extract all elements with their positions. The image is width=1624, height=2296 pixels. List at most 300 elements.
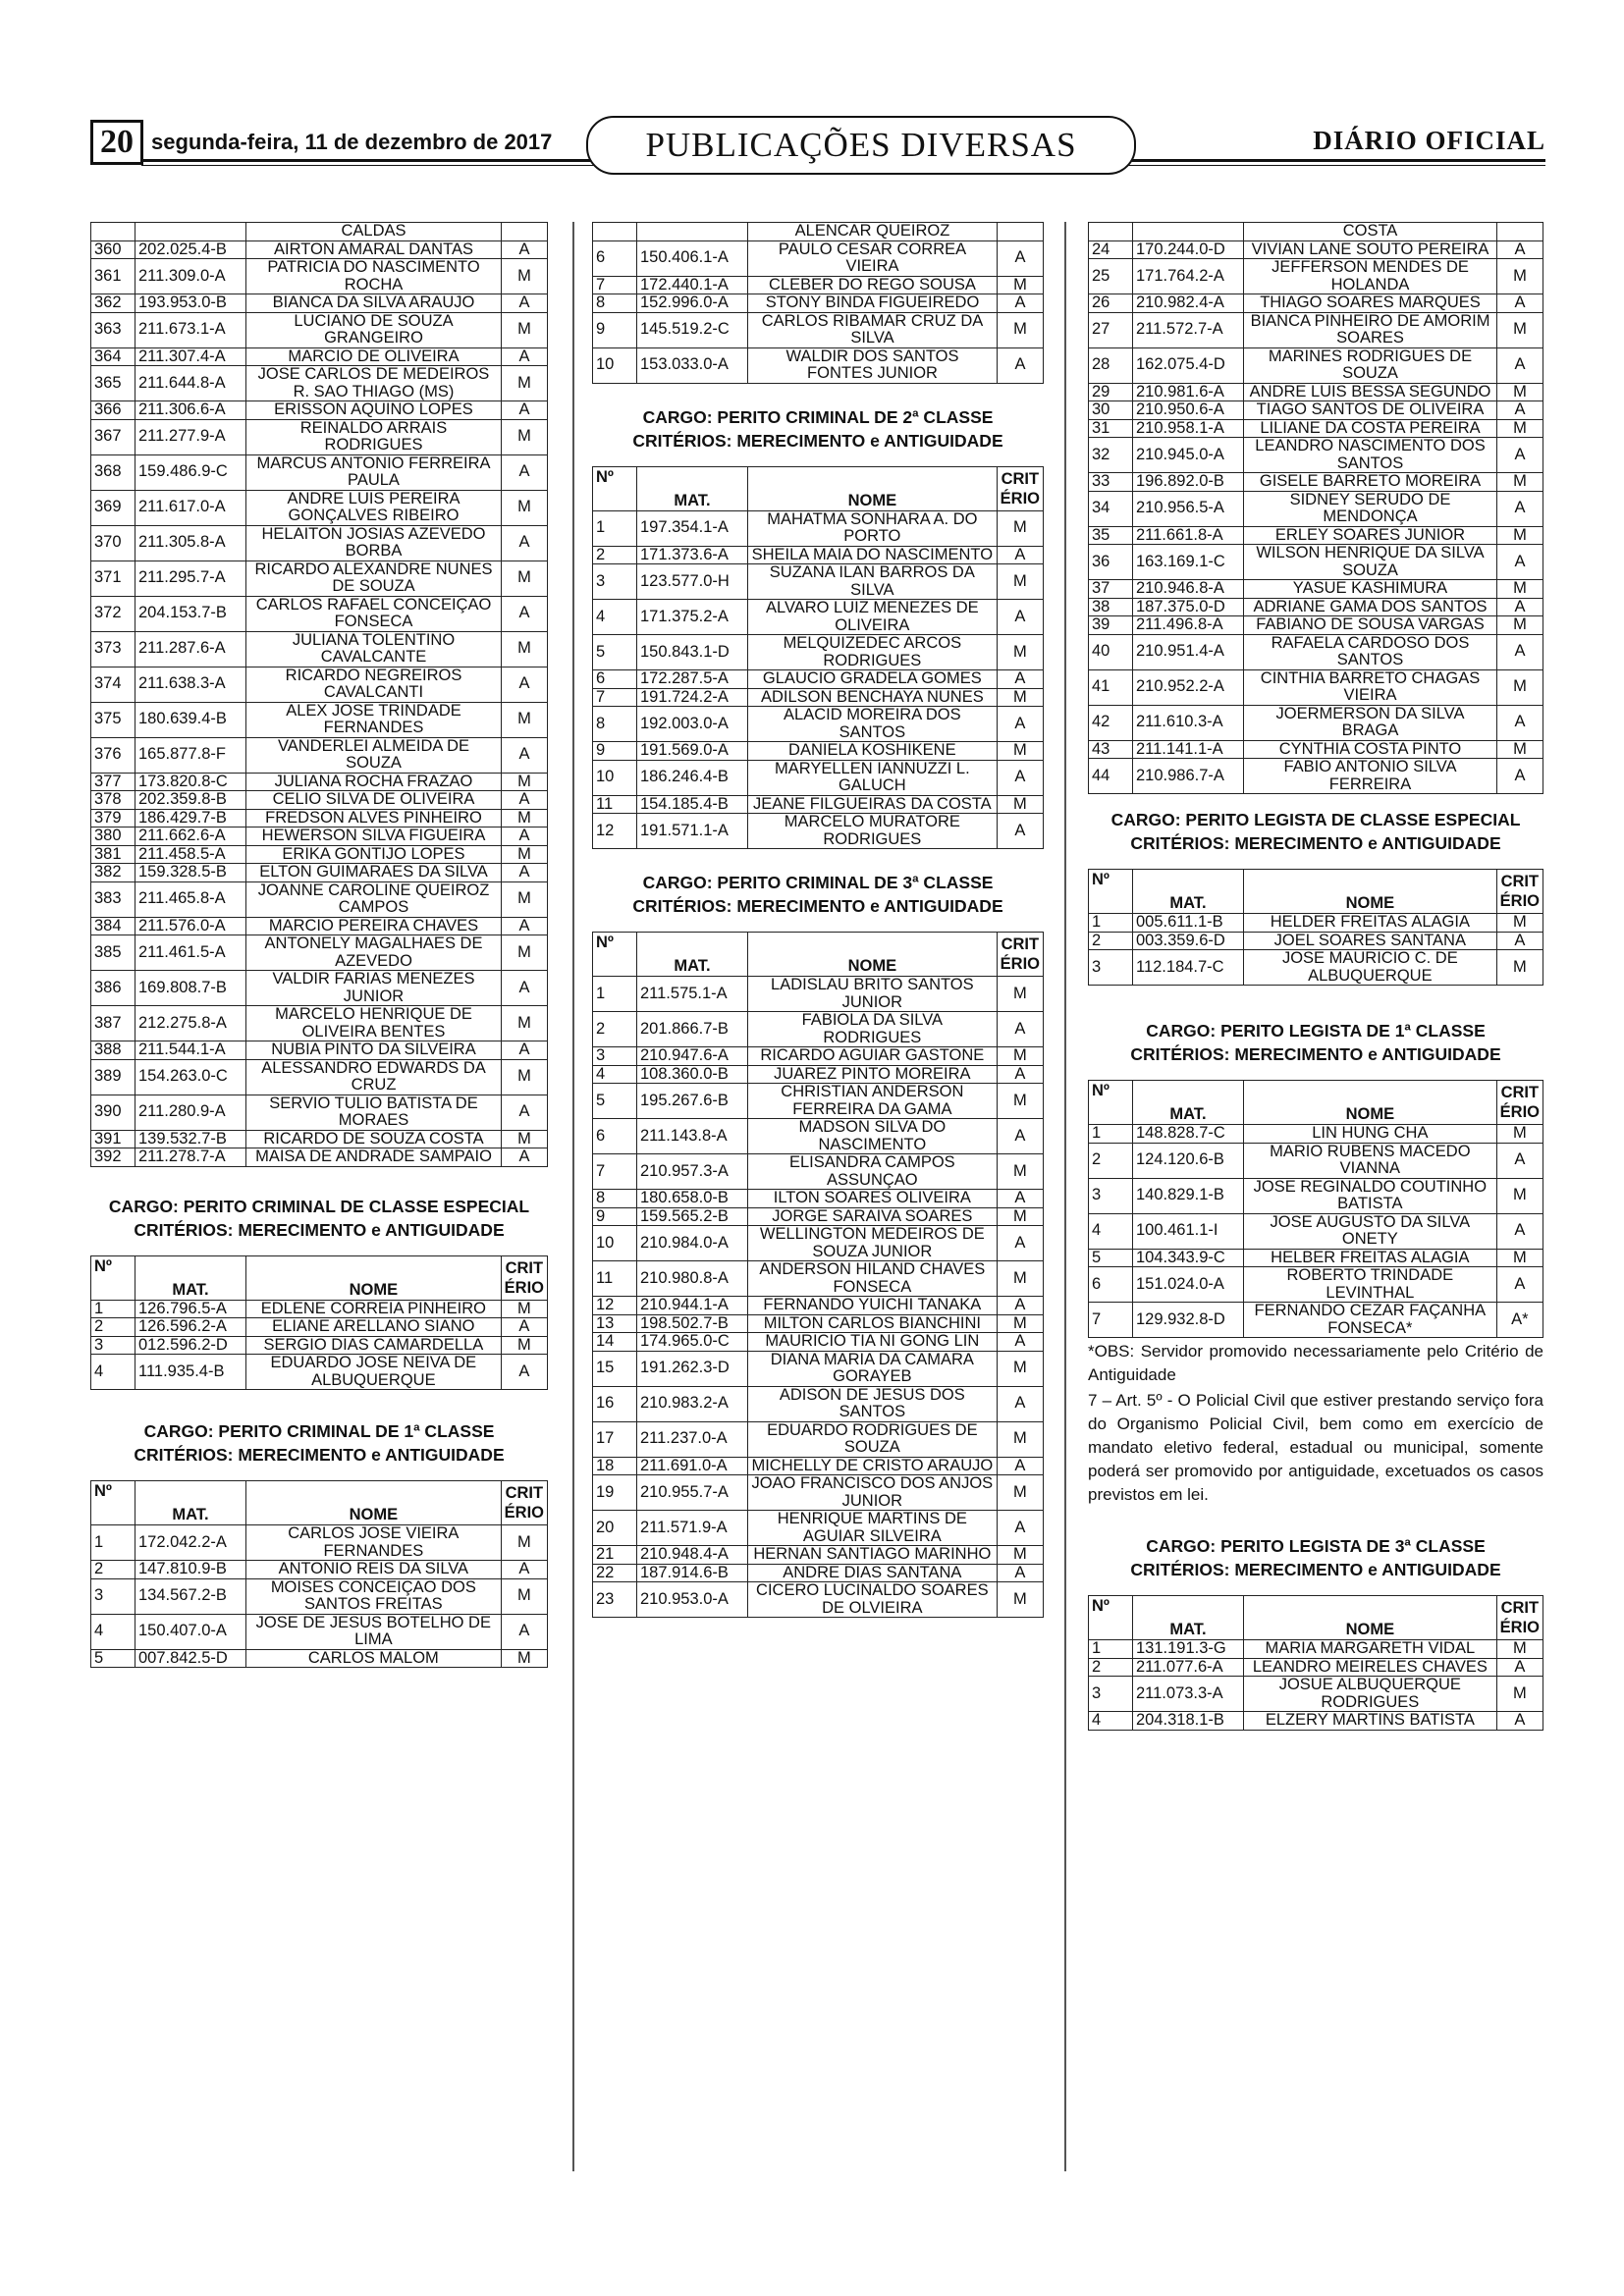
table-row bbox=[91, 294, 548, 313]
registration-number: 204.153.7-B bbox=[135, 596, 246, 631]
cargo-title: CARGO: PERITO LEGISTA DE 1ª CLASSE bbox=[1146, 1021, 1486, 1041]
row-number: 29 bbox=[1089, 383, 1133, 401]
table-row bbox=[593, 1314, 1044, 1333]
registration-number: 126.596.2-A bbox=[135, 1318, 246, 1337]
employee-name: LEANDRO MEIRELES CHAVES bbox=[1244, 1658, 1497, 1677]
registration-number: 163.169.1-C bbox=[1133, 545, 1244, 580]
table-header-row bbox=[593, 933, 1044, 977]
employee-name: MICHELLY DE CRISTO ARAUJO bbox=[748, 1457, 998, 1475]
criterion bbox=[998, 223, 1044, 241]
employee-name: JUAREZ PINTO MOREIRA bbox=[748, 1065, 998, 1084]
registration-number: 210.957.3-A bbox=[637, 1154, 748, 1190]
table-row bbox=[91, 561, 548, 596]
table-row bbox=[91, 828, 548, 846]
criterion: M bbox=[502, 702, 548, 737]
publication-date: segunda-feira, 11 de dezembro de 2017 bbox=[151, 130, 553, 154]
cargo-criteria: CRITÉRIOS: MERECIMENTO e ANTIGUIDADE bbox=[632, 430, 1003, 451]
employee-name: RICARDO AGUIAR GASTONE bbox=[748, 1047, 998, 1066]
row-number: 38 bbox=[1089, 598, 1133, 616]
criterion: A bbox=[502, 667, 548, 702]
employee-name: ERISSON AQUINO LOPES bbox=[246, 401, 502, 420]
registration-number bbox=[1133, 223, 1244, 241]
row-number: 360 bbox=[91, 240, 135, 259]
row-number: 2 bbox=[593, 1012, 637, 1047]
row-number: 7 bbox=[1089, 1303, 1133, 1338]
registration-number: 187.375.0-D bbox=[1133, 598, 1244, 616]
criterion: A bbox=[1497, 401, 1543, 420]
employee-name: JOSE AUGUSTO DA SILVA ONETY bbox=[1244, 1213, 1497, 1249]
row-number: 10 bbox=[593, 760, 637, 795]
criterion: A bbox=[1497, 705, 1543, 740]
employee-name: CHRISTIAN ANDERSON FERREIRA DA GAMA bbox=[748, 1084, 998, 1119]
employee-name: ERIKA GONTIJO LOPES bbox=[246, 845, 502, 864]
column-header-mat: MAT. bbox=[1133, 870, 1244, 914]
registration-number: 202.025.4-B bbox=[135, 240, 246, 259]
row-number: 23 bbox=[593, 1582, 637, 1618]
criterion: M bbox=[1497, 669, 1543, 705]
promotion-table bbox=[1088, 1080, 1543, 1338]
column-header-nome: NOME bbox=[1244, 1596, 1497, 1640]
table-row bbox=[1089, 598, 1543, 616]
employee-name: RAFAELA CARDOSO DOS SANTOS bbox=[1244, 634, 1497, 669]
column-header-nome: NOME bbox=[246, 1255, 502, 1300]
employee-name: YASUE KASHIMURA bbox=[1244, 580, 1497, 599]
table-row bbox=[593, 1564, 1044, 1582]
cargo-criteria: CRITÉRIOS: MERECIMENTO e ANTIGUIDADE bbox=[1130, 833, 1501, 853]
employee-name: TIAGO SANTOS DE OLIVEIRA bbox=[1244, 401, 1497, 420]
table-row bbox=[593, 1065, 1044, 1084]
criterion: A bbox=[1496, 1213, 1543, 1249]
employee-name: FREDSON ALVES PINHEIRO bbox=[246, 809, 502, 828]
column-header-nome: NOME bbox=[1244, 1081, 1497, 1125]
criterion: M bbox=[501, 1525, 547, 1561]
table-row bbox=[91, 596, 548, 631]
employee-name: FABIOLA DA SILVA RODRIGUES bbox=[748, 1012, 998, 1047]
employee-name: ELZERY MARTINS BATISTA bbox=[1244, 1712, 1497, 1731]
registration-number: 169.808.7-B bbox=[135, 971, 246, 1006]
registration-number: 171.764.2-A bbox=[1133, 259, 1244, 294]
registration-number: 210.956.5-A bbox=[1133, 491, 1244, 526]
employee-name: THIAGO SOARES MARQUES bbox=[1244, 294, 1497, 313]
registration-number: 210.948.4-A bbox=[637, 1546, 748, 1565]
criterion: A* bbox=[1496, 1303, 1543, 1338]
criterion: M bbox=[997, 1261, 1043, 1297]
employee-name: EDUARDO RODRIGUES DE SOUZA bbox=[748, 1421, 998, 1457]
table-row bbox=[91, 1095, 548, 1130]
registration-number: 192.003.0-A bbox=[637, 707, 748, 742]
registration-number: 198.502.7-B bbox=[637, 1314, 748, 1333]
registration-number: 124.120.6-B bbox=[1133, 1143, 1244, 1178]
registration-number: 150.407.0-A bbox=[135, 1614, 246, 1649]
registration-number bbox=[135, 223, 246, 241]
cargo-heading bbox=[1088, 1534, 1543, 1581]
registration-number: 211.691.0-A bbox=[637, 1457, 748, 1475]
row-number: 39 bbox=[1089, 616, 1133, 635]
row-number: 40 bbox=[1089, 634, 1133, 669]
row-number: 5 bbox=[1089, 1249, 1133, 1267]
row-number: 16 bbox=[593, 1386, 637, 1421]
column-header-crit: CRIT ÉRIO bbox=[501, 1255, 547, 1300]
employee-name: LEANDRO NASCIMENTO DOS SANTOS bbox=[1244, 438, 1497, 473]
criterion bbox=[1497, 223, 1543, 241]
row-number: 19 bbox=[593, 1475, 637, 1511]
table-row bbox=[91, 935, 548, 971]
row-number: 1 bbox=[1089, 1125, 1133, 1144]
criterion: M bbox=[997, 1421, 1043, 1457]
registration-number: 152.996.0-A bbox=[637, 294, 748, 313]
criterion: A bbox=[502, 1041, 548, 1060]
employee-name: MARCIO DE OLIVEIRA bbox=[246, 347, 502, 366]
row-number: 7 bbox=[593, 1154, 637, 1190]
employee-name: JEFFERSON MENDES DE HOLANDA bbox=[1244, 259, 1497, 294]
column-header-crit: CRIT ÉRIO bbox=[1496, 870, 1543, 914]
criterion: A bbox=[997, 546, 1043, 564]
row-number: 13 bbox=[593, 1314, 637, 1333]
registration-number: 210.944.1-A bbox=[637, 1297, 748, 1315]
employee-name: VIVIAN LANE SOUTO PEREIRA bbox=[1244, 240, 1497, 259]
row-number: 34 bbox=[1089, 491, 1133, 526]
criterion: M bbox=[997, 1154, 1043, 1190]
article-note: 7 – Art. 5º - O Policial Civil que estiver prestando serviço fora do Organismo Policial Civil, bem como em exercício de mandato eletivo federal, estadual ou municipal, somente poderá ser promovido por antiguidade, excetuados os casos previstos em lei. bbox=[1088, 1391, 1543, 1504]
row-number: 3 bbox=[593, 1047, 637, 1066]
cargo-criteria: CRITÉRIOS: MERECIMENTO e ANTIGUIDADE bbox=[134, 1445, 505, 1465]
row-number: 1 bbox=[593, 510, 637, 546]
criterion: A bbox=[1497, 759, 1543, 794]
registration-number: 210.951.4-A bbox=[1133, 634, 1244, 669]
row-number: 4 bbox=[593, 1065, 637, 1084]
registration-number: 211.143.8-A bbox=[637, 1119, 748, 1154]
criterion: A bbox=[997, 1511, 1043, 1546]
cargo-title: CARGO: PERITO LEGISTA DE CLASSE ESPECIAL bbox=[1110, 810, 1521, 829]
registration-number: 212.275.8-A bbox=[135, 1006, 246, 1041]
section-title: PUBLICAÇÕES DIVERSAS bbox=[586, 116, 1136, 175]
row-number: 30 bbox=[1089, 401, 1133, 420]
row-number: 3 bbox=[91, 1336, 135, 1355]
row-number: 42 bbox=[1089, 705, 1133, 740]
employee-name: FABIANO DE SOUSA VARGAS bbox=[1244, 616, 1497, 635]
promotion-table bbox=[1088, 869, 1543, 986]
employee-name: HEWERSON SILVA FIGUEIRA bbox=[246, 828, 502, 846]
promotion-table bbox=[90, 1480, 548, 1668]
cargo-criteria: CRITÉRIOS: MERECIMENTO e ANTIGUIDADE bbox=[632, 896, 1003, 916]
employee-name: CLEBER DO REGO SOUSA bbox=[748, 276, 998, 294]
criterion: A bbox=[502, 596, 548, 631]
registration-number: 210.986.7-A bbox=[1133, 759, 1244, 794]
registration-number: 007.842.5-D bbox=[135, 1649, 246, 1668]
row-number: 375 bbox=[91, 702, 135, 737]
employee-name: ALESSANDRO EDWARDS DA CRUZ bbox=[246, 1059, 502, 1095]
row-number: 366 bbox=[91, 401, 135, 420]
row-number: 22 bbox=[593, 1564, 637, 1582]
table-row bbox=[91, 1561, 548, 1579]
employee-name: WELLINGTON MEDEIROS DE SOUZA JUNIOR bbox=[748, 1226, 998, 1261]
registration-number: 211.237.0-A bbox=[637, 1421, 748, 1457]
employee-name: ANTONELY MAGALHAES DE AZEVEDO bbox=[246, 935, 502, 971]
row-number: 364 bbox=[91, 347, 135, 366]
employee-name: HERNAN SANTIAGO MARINHO bbox=[748, 1546, 998, 1565]
employee-name: SIDNEY SERUDO DE MENDONÇA bbox=[1244, 491, 1497, 526]
criterion: M bbox=[502, 631, 548, 667]
column-header-num: Nº bbox=[1089, 870, 1133, 914]
row-number: 8 bbox=[593, 1190, 637, 1208]
registration-number: 191.569.0-A bbox=[637, 742, 748, 761]
row-number: 20 bbox=[593, 1511, 637, 1546]
row-number: 9 bbox=[593, 312, 637, 347]
row-number: 377 bbox=[91, 773, 135, 791]
employee-name: BIANCA DA SILVA ARAUJO bbox=[246, 294, 502, 313]
criterion: A bbox=[501, 1614, 547, 1649]
table-row bbox=[1089, 1640, 1543, 1659]
cargo-heading bbox=[1088, 1019, 1543, 1066]
column-header-crit: CRIT ÉRIO bbox=[997, 933, 1043, 977]
employee-name: BIANCA PINHEIRO DE AMORIM SOARES bbox=[1244, 312, 1497, 347]
registration-number: 196.892.0-B bbox=[1133, 473, 1244, 492]
criterion: M bbox=[502, 1006, 548, 1041]
column-header-num: Nº bbox=[593, 466, 637, 510]
registration-number: 187.914.6-B bbox=[637, 1564, 748, 1582]
employee-name: DANIELA KOSHIKENE bbox=[748, 742, 998, 761]
table-row bbox=[91, 864, 548, 882]
table-header-row bbox=[1089, 1596, 1543, 1640]
table-row bbox=[1089, 580, 1543, 599]
table-row bbox=[91, 1130, 548, 1148]
criterion: A bbox=[997, 670, 1043, 689]
employee-name: EDUARDO JOSE NEIVA DE ALBUQUERQUE bbox=[246, 1355, 502, 1390]
row-number: 392 bbox=[91, 1148, 135, 1167]
employee-name: MARIO RUBENS MACEDO VIANNA bbox=[1244, 1143, 1497, 1178]
employee-name: ROBERTO TRINDADE LEVINTHAL bbox=[1244, 1267, 1497, 1303]
table-row bbox=[1089, 616, 1543, 635]
registration-number: 211.610.3-A bbox=[1133, 705, 1244, 740]
cargo-heading bbox=[90, 1195, 548, 1242]
row-number: 2 bbox=[91, 1561, 135, 1579]
table-row bbox=[91, 223, 548, 241]
table-row bbox=[1089, 950, 1543, 986]
criterion: A bbox=[998, 294, 1044, 313]
registration-number: 172.287.5-A bbox=[637, 670, 748, 689]
employee-name: CARLOS MALOM bbox=[246, 1649, 502, 1668]
criterion: A bbox=[997, 760, 1043, 795]
criterion: M bbox=[998, 276, 1044, 294]
table-row bbox=[1089, 1303, 1543, 1338]
employee-name: MADSON SILVA DO NASCIMENTO bbox=[748, 1119, 998, 1154]
registration-number: 210.946.8-A bbox=[1133, 580, 1244, 599]
registration-number: 210.984.0-A bbox=[637, 1226, 748, 1261]
criterion: A bbox=[1497, 491, 1543, 526]
table-row bbox=[593, 1386, 1044, 1421]
employee-name: JORGE SARAIVA SOARES bbox=[748, 1207, 998, 1226]
criterion: M bbox=[997, 1582, 1043, 1618]
employee-name: FERNANDO YUICHI TANAKA bbox=[748, 1297, 998, 1315]
criterion: M bbox=[502, 490, 548, 525]
employee-name: GLAUCIO GRADELA GOMES bbox=[748, 670, 998, 689]
registration-number: 195.267.6-B bbox=[637, 1084, 748, 1119]
table-row bbox=[91, 1355, 548, 1390]
table-row bbox=[1089, 1677, 1543, 1712]
promotion-table bbox=[592, 222, 1044, 384]
registration-number: 210.953.0-A bbox=[637, 1582, 748, 1618]
table-row bbox=[91, 881, 548, 917]
column-2 bbox=[592, 222, 1044, 1618]
criterion: A bbox=[502, 1148, 548, 1167]
column-header-mat: MAT. bbox=[135, 1481, 246, 1525]
column-header-crit: CRIT ÉRIO bbox=[501, 1481, 547, 1525]
registration-number: 186.429.7-B bbox=[135, 809, 246, 828]
criterion: A bbox=[502, 294, 548, 313]
criterion: M bbox=[1497, 419, 1543, 438]
row-number: 3 bbox=[1089, 950, 1133, 986]
registration-number: 211.572.7-A bbox=[1133, 312, 1244, 347]
column-header-nome: NOME bbox=[748, 466, 998, 510]
employee-name: PAULO CESAR CORREA VIEIRA bbox=[748, 240, 998, 276]
table-row bbox=[593, 223, 1044, 241]
table-row bbox=[1089, 1658, 1543, 1677]
table-row bbox=[593, 814, 1044, 849]
registration-number: 147.810.9-B bbox=[135, 1561, 246, 1579]
row-number: 2 bbox=[91, 1318, 135, 1337]
employee-name: ADRIANE GAMA DOS SANTOS bbox=[1244, 598, 1497, 616]
cargo-criteria: CRITÉRIOS: MERECIMENTO e ANTIGUIDADE bbox=[134, 1219, 505, 1240]
table-row bbox=[593, 1047, 1044, 1066]
row-number: 7 bbox=[593, 688, 637, 707]
employee-name: JOSE MAURICIO C. DE ALBUQUERQUE bbox=[1244, 950, 1497, 986]
criterion: M bbox=[997, 1314, 1043, 1333]
registration-number: 150.406.1-A bbox=[637, 240, 748, 276]
row-number: 37 bbox=[1089, 580, 1133, 599]
registration-number: 112.184.7-C bbox=[1133, 950, 1244, 986]
criterion: M bbox=[997, 1546, 1043, 1565]
registration-number: 211.458.5-A bbox=[135, 845, 246, 864]
criterion: M bbox=[501, 1300, 547, 1318]
column-header-num: Nº bbox=[593, 933, 637, 977]
criterion: A bbox=[502, 525, 548, 561]
row-number: 376 bbox=[91, 737, 135, 773]
table-row bbox=[1089, 223, 1543, 241]
table-row bbox=[91, 1336, 548, 1355]
criterion: A bbox=[502, 737, 548, 773]
employee-name: MAISA DE ANDRADE SAMPAIO bbox=[246, 1148, 502, 1167]
employee-name: ELIANE ARELLANO SIANO bbox=[246, 1318, 502, 1337]
employee-name: HELBER FREITAS ALAGIA bbox=[1244, 1249, 1497, 1267]
cargo-title: CARGO: PERITO CRIMINAL DE 2ª CLASSE bbox=[642, 406, 994, 427]
row-number: 31 bbox=[1089, 419, 1133, 438]
registration-number: 172.440.1-A bbox=[637, 276, 748, 294]
employee-name: REINALDO ARRAIS RODRIGUES bbox=[246, 419, 502, 454]
criterion: A bbox=[1497, 240, 1543, 259]
column-header-mat: MAT. bbox=[135, 1255, 246, 1300]
column-1 bbox=[90, 222, 548, 1668]
table-row bbox=[593, 294, 1044, 313]
row-number: 1 bbox=[91, 1300, 135, 1318]
column-divider bbox=[1064, 222, 1066, 2171]
employee-name: SERGIO DIAS CAMARDELLA bbox=[246, 1336, 502, 1355]
criterion: A bbox=[1496, 1267, 1543, 1303]
table-row bbox=[593, 1012, 1044, 1047]
row-number: 44 bbox=[1089, 759, 1133, 794]
column-header-num: Nº bbox=[1089, 1081, 1133, 1125]
employee-name: JOAO FRANCISCO DOS ANJOS JUNIOR bbox=[748, 1475, 998, 1511]
registration-number: 211.617.0-A bbox=[135, 490, 246, 525]
table-row bbox=[593, 1261, 1044, 1297]
registration-number: 211.307.4-A bbox=[135, 347, 246, 366]
row-number bbox=[91, 223, 135, 241]
row-number: 15 bbox=[593, 1351, 637, 1386]
criterion: A bbox=[997, 1065, 1043, 1084]
table-header-row bbox=[1089, 1081, 1543, 1125]
employee-name: ERLEY SOARES JUNIOR bbox=[1244, 526, 1497, 545]
page-header bbox=[90, 116, 1545, 175]
criterion: M bbox=[502, 809, 548, 828]
promotion-table bbox=[90, 222, 548, 1167]
employee-name: LUCIANO DE SOUZA GRANGEIRO bbox=[246, 312, 502, 347]
employee-name: JULIANA TOLENTINO CAVALCANTE bbox=[246, 631, 502, 667]
employee-name: CALDAS bbox=[246, 223, 502, 241]
criterion: A bbox=[997, 1190, 1043, 1208]
table-header-row bbox=[593, 466, 1044, 510]
cargo-heading bbox=[90, 1419, 548, 1467]
table-row bbox=[1089, 401, 1543, 420]
employee-name: SUZANA ILAN BARROS DA SILVA bbox=[748, 564, 998, 600]
criterion: A bbox=[1496, 1658, 1543, 1677]
registration-number: 165.877.8-F bbox=[135, 737, 246, 773]
table-row bbox=[593, 564, 1044, 600]
registration-number: 210.950.6-A bbox=[1133, 401, 1244, 420]
registration-number: 148.828.7-C bbox=[1133, 1125, 1244, 1144]
registration-number: 174.965.0-C bbox=[637, 1333, 748, 1352]
employee-name: ELISANDRA CAMPOS ASSUNÇAO bbox=[748, 1154, 998, 1190]
registration-number: 154.185.4-B bbox=[637, 795, 748, 814]
employee-name: MARCELO HENRIQUE DE OLIVEIRA BENTES bbox=[246, 1006, 502, 1041]
table-row bbox=[1089, 294, 1543, 313]
column-header-num: Nº bbox=[91, 1255, 135, 1300]
row-number: 12 bbox=[593, 814, 637, 849]
criterion: M bbox=[997, 688, 1043, 707]
table-row bbox=[593, 635, 1044, 670]
cargo-heading bbox=[592, 871, 1044, 918]
row-number: 361 bbox=[91, 259, 135, 294]
criterion: M bbox=[997, 977, 1043, 1012]
table-row bbox=[91, 631, 548, 667]
employee-name: MOISES CONCEIÇAO DOS SANTOS FREITAS bbox=[246, 1578, 502, 1614]
registration-number: 126.796.5-A bbox=[135, 1300, 246, 1318]
row-number: 378 bbox=[91, 791, 135, 810]
table-row bbox=[593, 1333, 1044, 1352]
row-number: 371 bbox=[91, 561, 135, 596]
row-number: 32 bbox=[1089, 438, 1133, 473]
employee-name: JOSE DE JESUS BOTELHO DE LIMA bbox=[246, 1614, 502, 1649]
criterion: M bbox=[501, 1336, 547, 1355]
registration-number: 171.375.2-A bbox=[637, 600, 748, 635]
table-row bbox=[91, 702, 548, 737]
registration-number: 172.042.2-A bbox=[135, 1525, 246, 1561]
row-number: 380 bbox=[91, 828, 135, 846]
row-number: 24 bbox=[1089, 240, 1133, 259]
table-row bbox=[593, 670, 1044, 689]
registration-number: 151.024.0-A bbox=[1133, 1267, 1244, 1303]
criterion: M bbox=[1497, 526, 1543, 545]
employee-name: ALVARO LUIZ MENEZES DE OLIVEIRA bbox=[748, 600, 998, 635]
criterion: M bbox=[1496, 1249, 1543, 1267]
registration-number: 211.662.6-A bbox=[135, 828, 246, 846]
employee-name: GISELE BARRETO MOREIRA bbox=[1244, 473, 1497, 492]
cargo-title: CARGO: PERITO LEGISTA DE 3ª CLASSE bbox=[1146, 1536, 1486, 1556]
row-number: 11 bbox=[593, 795, 637, 814]
row-number: 1 bbox=[91, 1525, 135, 1561]
employee-name: CELIO SILVA DE OLIVEIRA bbox=[246, 791, 502, 810]
table-row bbox=[91, 1148, 548, 1167]
registration-number: 211.295.7-A bbox=[135, 561, 246, 596]
registration-number: 211.544.1-A bbox=[135, 1041, 246, 1060]
